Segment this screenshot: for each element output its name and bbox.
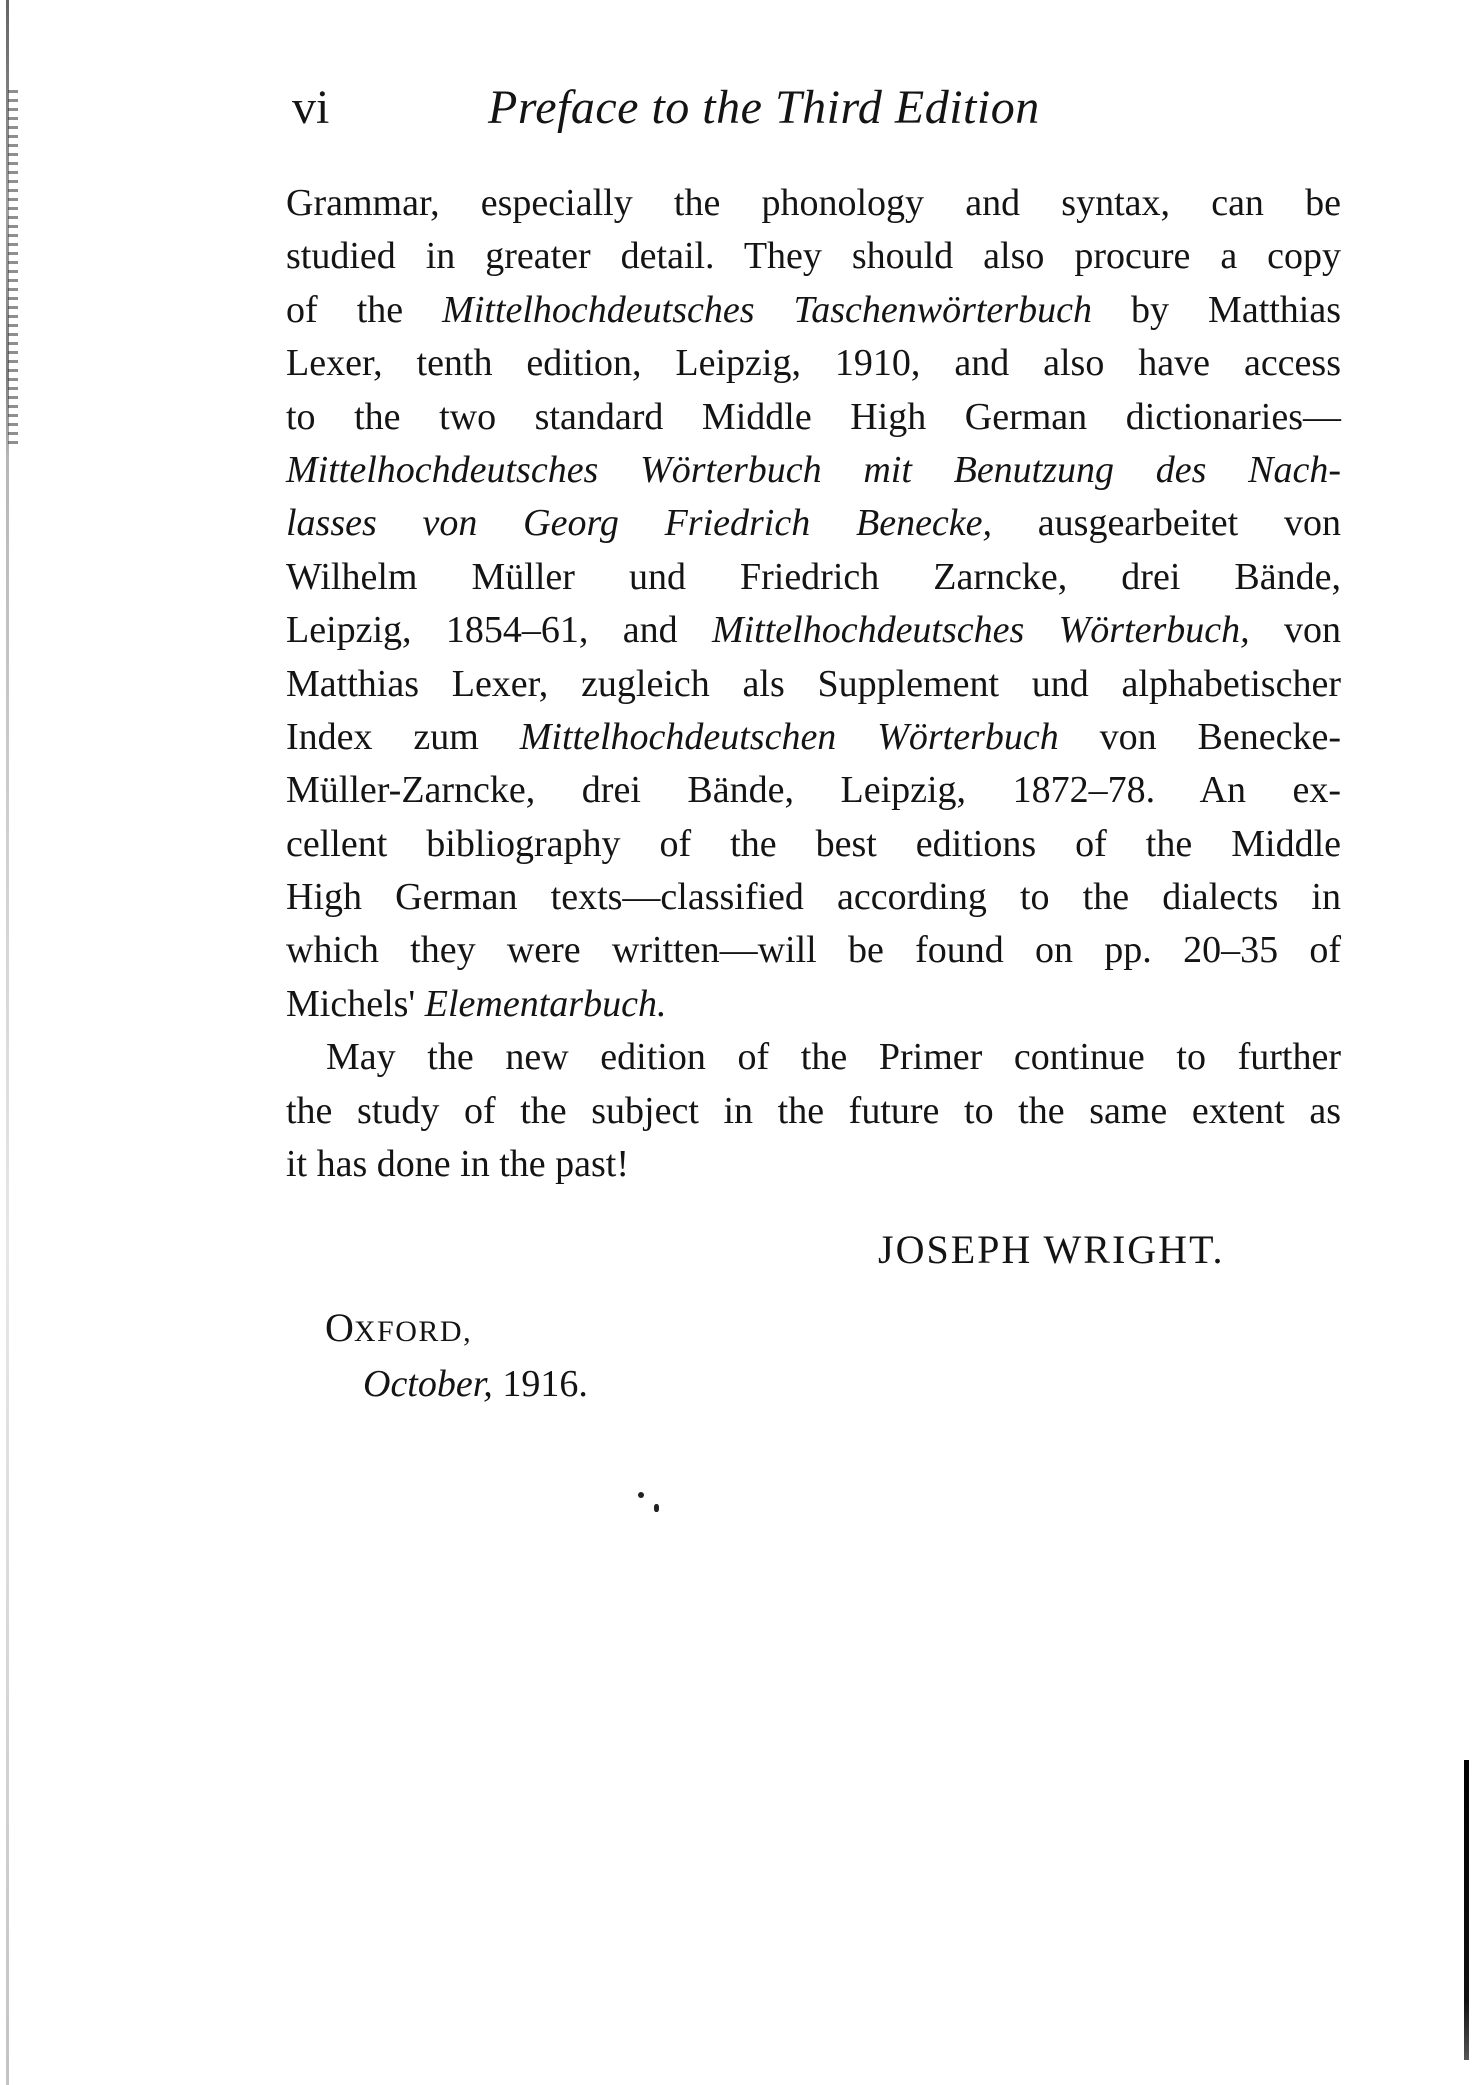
book-title: Elementarbuch. xyxy=(424,982,667,1025)
text-line xyxy=(286,497,1341,550)
text-run: von Benecke- xyxy=(1058,715,1341,758)
text-run: Michels' xyxy=(286,982,425,1025)
text-line xyxy=(286,604,1341,657)
page-number: vi xyxy=(292,81,330,134)
book-title: Mittelhochdeutsches Taschenwörterbuch xyxy=(442,288,1092,331)
text-run: of the xyxy=(286,288,443,331)
page-edge-marks xyxy=(8,90,18,450)
text-line: cellent bibliography of the best editions of the Middle xyxy=(286,822,1341,865)
ink-specks xyxy=(636,1490,666,1514)
text-line: it has done in the past! xyxy=(286,1143,629,1186)
text-line: which they were written—will be found on pp. 20–35 of xyxy=(286,929,1341,972)
ink-speck xyxy=(638,1492,644,1498)
date-month: October, xyxy=(363,1363,493,1405)
text-line: Grammar, especially the phonology and syntax, can be xyxy=(286,182,1341,224)
text-line: Müller-Zarncke, drei Bände, Leipzig, 1872–78. An ex- xyxy=(286,769,1341,812)
text-line xyxy=(286,978,1341,1031)
date-year: 1916. xyxy=(492,1363,588,1405)
text-line: Wilhelm Müller und Friedrich Zarncke, drei Bände, xyxy=(286,555,1341,598)
place-rest: XFORD, xyxy=(353,1315,473,1348)
running-title: Preface to the Third Edition xyxy=(488,81,1040,134)
ink-speck xyxy=(654,1504,659,1512)
author-signature: JOSEPH WRIGHT. xyxy=(878,1227,1225,1272)
text-line: Matthias Lexer, zugleich als Supplement und alphabetischer xyxy=(286,662,1341,705)
book-title: lasses von Georg Friedrich Benecke, xyxy=(286,502,993,545)
text-line: May the new edition of the Primer continue to further xyxy=(326,1036,1341,1079)
text-line: High German texts—classified according to the dialects in xyxy=(286,876,1341,919)
text-run: Index zum xyxy=(286,715,520,758)
text-line: the study of the subject in the future to the same extent as xyxy=(286,1089,1341,1132)
place-line xyxy=(325,1300,472,1360)
page-edge-right xyxy=(1464,1760,1469,2060)
text-line: to the two standard Middle High German dictionaries— xyxy=(286,395,1341,438)
text-line: studied in greater detail. They should also procure a copy xyxy=(286,235,1341,278)
text-run: ausgearbeitet von xyxy=(992,502,1341,545)
text-run: by Matthias xyxy=(1091,288,1342,331)
book-title: Mittelhochdeutsches Wörterbuch, xyxy=(711,609,1250,652)
text-line xyxy=(286,711,1341,764)
body-text xyxy=(286,177,1341,1191)
text-run: von xyxy=(1249,609,1342,652)
text-line-italic: Mittelhochdeutsches Wörterbuch mit Benutzung des Nach- xyxy=(286,448,1341,491)
text-run: Leipzig, 1854–61, and xyxy=(286,609,712,652)
text-line xyxy=(286,284,1341,337)
text-line: Lexer, tenth edition, Leipzig, 1910, and also have access xyxy=(286,342,1341,385)
date-line xyxy=(363,1356,588,1412)
book-title: Mittelhochdeutschen Wörterbuch xyxy=(519,715,1059,758)
place-initial: O xyxy=(325,1305,354,1350)
running-head xyxy=(292,78,1292,138)
